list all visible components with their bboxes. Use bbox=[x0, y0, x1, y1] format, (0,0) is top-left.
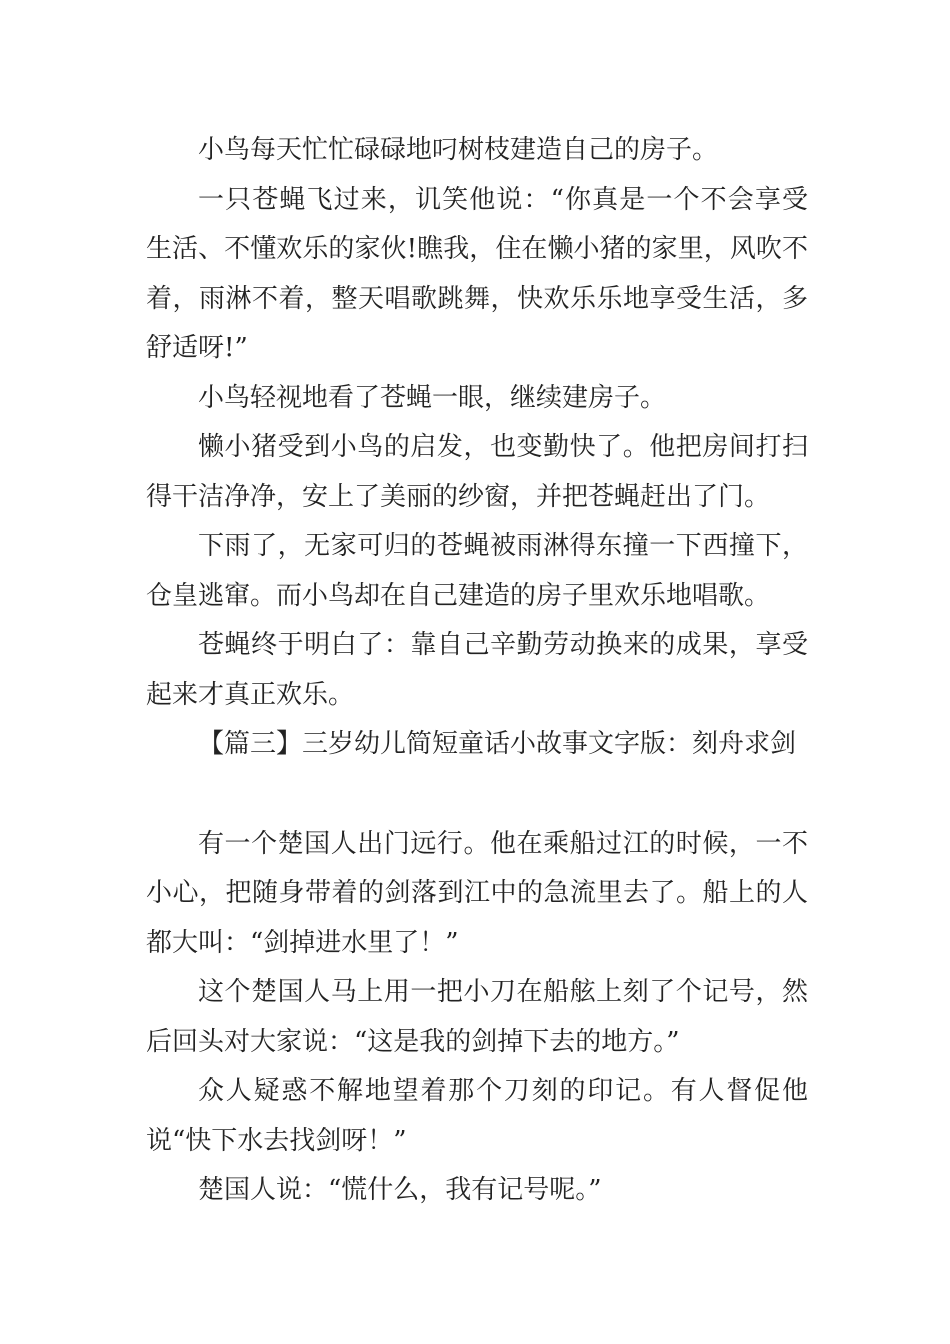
paragraph: 有一个楚国人出门远行。他在乘船过江的时候，一不小心，把随身带着的剑落到江中的急流里去了。船上的人都大叫：“剑掉进水里了！” bbox=[146, 828, 808, 958]
paragraph: 下雨了，无家可归的苍蝇被雨淋得东撞一下西撞下，仓皇逃窜。而小鸟却在自己建造的房子里欢乐地唱歌。 bbox=[146, 531, 808, 611]
document-body bbox=[146, 126, 808, 1216]
blank-line bbox=[146, 770, 808, 820]
paragraph: 众人疑惑不解地望着那个刀刻的印记。有人督促他说“快下水去找剑呀！” bbox=[146, 1076, 808, 1156]
paragraph: 懒小猪受到小鸟的启发，也变勤快了。他把房间打扫得干洁净净，安上了美丽的纱窗，并把苍蝇赶出了门。 bbox=[146, 432, 808, 512]
paragraph: 小鸟轻视地看了苍蝇一眼，继续建房子。 bbox=[198, 382, 667, 413]
paragraph: 一只苍蝇飞过来，讥笑他说：“你真是一个不会享受生活、不懂欢乐的家伙!瞧我，住在懒小猪的家里，风吹不着，雨淋不着，整天唱歌跳舞，快欢乐乐地享受生活，多舒适呀!” bbox=[146, 184, 808, 363]
paragraph: 苍蝇终于明白了：靠自己辛勤劳动换来的成果，享受起来才真正欢乐。 bbox=[146, 630, 808, 710]
paragraph: 楚国人说：“慌什么，我有记号呢。” bbox=[198, 1175, 602, 1205]
section-heading: 【篇三】三岁幼儿简短童话小故事文字版：刻舟求剑 bbox=[198, 729, 797, 759]
paragraph: 这个楚国人马上用一把小刀在船舷上刻了个记号，然后回头对大家说：“这是我的剑掉下去的地方。” bbox=[146, 977, 808, 1057]
paragraph: 小鸟每天忙忙碌碌地叼树枝建造自己的房子。 bbox=[198, 135, 719, 165]
